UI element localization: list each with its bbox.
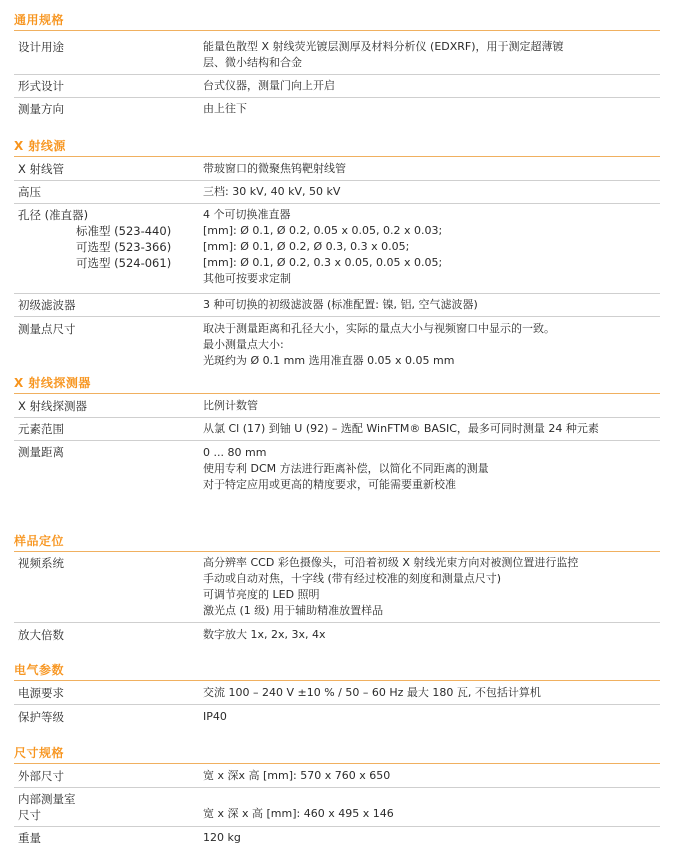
spec-row-filter bbox=[14, 294, 660, 317]
spec-label: X 射线管 bbox=[18, 162, 65, 176]
spec-label: 放大倍数 bbox=[18, 628, 64, 642]
spec-value: 能量色散型 X 射线荧光镀层测厚及材料分析仪 (EDXRF)，用于测定超薄镀 层、微小结构和合金 bbox=[203, 40, 564, 69]
spec-label: 重量 bbox=[18, 831, 41, 845]
spec-value: 取决于测量距离和孔径大小，实际的量点大小与视频窗口中显示的一致。 最小测量点大小: 光斑约为 Ø 0.1 mm 选用准直器 0.05 x 0.05 mm bbox=[203, 322, 555, 367]
spec-label: 外部尺寸 bbox=[18, 769, 64, 783]
section-header-electrical bbox=[14, 658, 660, 681]
spec-value: 数字放大 1x, 2x, 3x, 4x bbox=[203, 628, 326, 641]
spec-label: X 射线探测器 bbox=[18, 399, 88, 413]
section-header-xray-detector bbox=[14, 371, 660, 394]
spec-label: 视频系统 bbox=[18, 556, 64, 570]
spec-label: 设计用途 bbox=[18, 40, 64, 54]
spec-label: 高压 bbox=[18, 185, 41, 199]
spec-value: 4 个可切换准直器 [mm]: Ø 0.1, Ø 0.2, 0.05 x 0.05, 0.2 x 0.03; [mm]: Ø 0.1, Ø 0.2, Ø 0.3, 0.3 x 0.05; [mm]: Ø 0.1, Ø 0.2, 0.3 x 0.05, 0.05 x 0.05; 其他可按要求定制 bbox=[203, 208, 443, 285]
spec-value: 比例计数管 bbox=[203, 399, 258, 412]
section-title: X 射线探测器 bbox=[14, 376, 91, 390]
spec-value: 交流 100 – 240 V ±10 % / 50 – 60 Hz 最大 180 瓦, 不包括计算机 bbox=[203, 686, 541, 699]
section-title: 电气参数 bbox=[14, 663, 65, 677]
spec-row-distance bbox=[14, 441, 660, 501]
spec-row-protection bbox=[14, 706, 660, 728]
spec-value: 高分辨率 CCD 彩色摄像头，可沿着初级 X 射线光束方向对被测位置进行监控 手动或自动对焦，十字线 (带有经过校准的刻度和测量点尺寸) 可调节亮度的 LED 照明 激光点 (1 级) 用于辅助精准放置样品 bbox=[203, 556, 579, 617]
spec-row-voltage bbox=[14, 181, 660, 204]
spec-value: 从氯 Cl (17) 到铀 U (92) – 选配 WinFTM® BASIC，最多可同时测量 24 种元素 bbox=[203, 422, 599, 435]
spec-row-video bbox=[14, 552, 660, 623]
section-title: 通用规格 bbox=[14, 13, 65, 27]
spec-value: 台式仪器，测量门向上开启 bbox=[203, 79, 335, 92]
spec-value: 0 ... 80 mm 使用专利 DCM 方法进行距离补偿，以简化不同距离的测量 对于特定应用或更高的精度要求，可能需要重新校准 bbox=[203, 446, 489, 491]
section-header-sample bbox=[14, 529, 660, 552]
section-header-dimensions bbox=[14, 741, 660, 764]
spec-label: 孔径 (准直器) 标准型 (523-440) 可选型 (523-366) 可选型 (524-061) bbox=[18, 208, 172, 270]
spec-row-outer-size bbox=[14, 765, 660, 788]
spec-row-magnification bbox=[14, 624, 660, 646]
section-header-general bbox=[14, 8, 660, 31]
spec-row-design bbox=[14, 75, 660, 98]
spec-label: 测量方向 bbox=[18, 102, 64, 116]
spec-label: 元素范围 bbox=[18, 422, 64, 436]
spec-row-element-range bbox=[14, 418, 660, 441]
section-header-xray-source bbox=[14, 134, 660, 157]
spec-row-chamber-size bbox=[14, 788, 660, 827]
section-title: 尺寸规格 bbox=[14, 746, 65, 760]
section-title: 样品定位 bbox=[14, 534, 65, 548]
section-title: X 射线源 bbox=[14, 139, 66, 153]
spec-value: IP40 bbox=[203, 710, 227, 723]
spec-value: 宽 x 深x 高 [mm]: 570 x 760 x 650 bbox=[203, 769, 391, 782]
spec-row-purpose bbox=[14, 36, 660, 75]
spec-row-weight bbox=[14, 827, 660, 849]
spec-row-tube bbox=[14, 158, 660, 181]
spec-label: 测量距离 bbox=[18, 445, 64, 459]
spec-row-spot-size bbox=[14, 318, 660, 370]
spec-label: 形式设计 bbox=[18, 79, 64, 93]
spec-label: 测量点尺寸 bbox=[18, 322, 76, 336]
spec-label: 保护等级 bbox=[18, 710, 64, 724]
spec-value: 宽 x 深 x 高 [mm]: 460 x 495 x 146 bbox=[203, 807, 394, 820]
spec-value: 由上往下 bbox=[203, 102, 247, 115]
spec-value: 3 种可切换的初级滤波器 (标准配置: 镍, 铝, 空气滤波器) bbox=[203, 298, 478, 311]
spec-row-direction bbox=[14, 98, 660, 120]
spec-label: 电源要求 bbox=[18, 686, 64, 700]
spec-label: 初级滤波器 bbox=[18, 298, 76, 312]
spec-value: 带玻窗口的微聚焦钨靶射线管 bbox=[203, 162, 346, 175]
spec-label: 内部测量室 尺寸 bbox=[18, 792, 76, 822]
spec-row-detector bbox=[14, 395, 660, 418]
spec-value: 120 kg bbox=[203, 831, 241, 844]
spec-value: 三档: 30 kV, 40 kV, 50 kV bbox=[203, 185, 341, 198]
spec-row-power bbox=[14, 682, 660, 705]
spec-row-collimator bbox=[14, 204, 660, 294]
